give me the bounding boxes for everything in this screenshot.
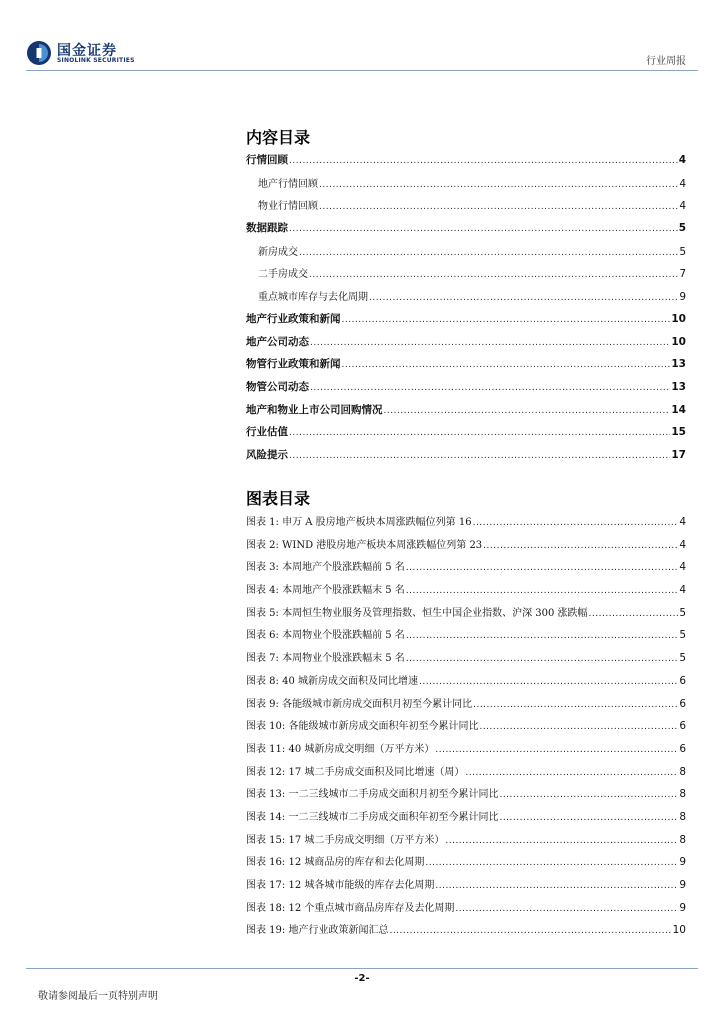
toc-entry-label: 物管公司动态 — [246, 380, 309, 393]
toc-entry-label: 数据跟踪 — [246, 222, 288, 235]
table-of-contents — [246, 152, 686, 470]
toc-entry-page: 13 — [671, 358, 686, 371]
figure-entry-page: 4 — [679, 584, 686, 597]
toc-entry[interactable] — [246, 197, 686, 220]
figure-leader-dots — [406, 563, 679, 573]
figure-entry-label: 图表 13: 一二三线城市二手房成交面积月初至今累计同比 — [246, 789, 499, 801]
figure-entry-label: 图表 6: 本周物业个股涨跌幅前 5 名 — [246, 630, 405, 642]
figure-leader-dots — [425, 858, 678, 868]
figure-entry[interactable] — [246, 763, 686, 786]
figure-entry[interactable] — [246, 513, 686, 536]
figure-entry[interactable] — [246, 536, 686, 559]
figure-leader-dots — [435, 881, 678, 891]
toc-entry-label: 物管行业政策和新闻 — [246, 358, 341, 371]
toc-entry-label: 风险提示 — [246, 448, 288, 461]
figure-entry[interactable] — [246, 740, 686, 763]
figure-entry[interactable] — [246, 581, 686, 604]
figure-entry-page: 9 — [679, 901, 686, 914]
toc-entry-page: 10 — [671, 312, 686, 325]
toc-leader-dots — [289, 224, 678, 234]
toc-entry[interactable] — [246, 311, 686, 334]
toc-entry-label: 新房成交 — [258, 246, 298, 258]
toc-leader-dots — [319, 202, 678, 212]
toc-leader-dots — [319, 180, 678, 190]
figure-entry[interactable] — [246, 899, 686, 922]
figure-entry[interactable] — [246, 853, 686, 876]
figure-entry-page: 6 — [679, 674, 686, 687]
figure-entry-label: 图表 2: WIND 港股房地产板块本周涨跌幅位列第 23 — [246, 539, 483, 551]
disclaimer-text: 敬请参阅最后一页特别声明 — [38, 991, 158, 1002]
toc-leader-dots — [289, 451, 670, 461]
toc-entry-label: 重点城市库存与去化周期 — [258, 292, 368, 304]
toc-entry[interactable] — [246, 424, 686, 447]
figure-leader-dots — [389, 926, 671, 936]
figure-leader-dots — [589, 609, 679, 619]
toc-entry-label: 地产行情回顾 — [258, 178, 318, 190]
figure-leader-dots — [479, 722, 678, 732]
figure-entry-label: 图表 5: 本周恒生物业服务及管理指数、恒生中国企业指数、沪深 300 涨跌幅 — [246, 607, 588, 619]
figure-leader-dots — [419, 677, 678, 687]
toc-entry-label: 行业估值 — [246, 426, 288, 439]
toc-entry-label: 地产和物业上市公司回购情况 — [246, 403, 383, 416]
figure-entry-page: 6 — [679, 720, 686, 733]
toc-entry-page: 13 — [671, 380, 686, 393]
report-type: 行业周报 — [646, 56, 686, 67]
toc-entry-page: 5 — [678, 222, 686, 235]
toc-entry[interactable] — [246, 243, 686, 266]
figure-leader-dots — [406, 631, 679, 641]
figure-leader-dots — [445, 836, 678, 846]
figure-entry-page: 8 — [679, 810, 686, 823]
figure-entry-label: 图表 7: 本周物业个股涨跌幅末 5 名 — [246, 653, 405, 665]
figure-entry-label: 图表 9: 各能级城市新房成交面积月初至今累计同比 — [246, 698, 473, 710]
toc-entry[interactable] — [246, 220, 686, 243]
figure-leader-dots — [499, 813, 678, 823]
toc-entry-page: 7 — [679, 268, 686, 281]
figure-entry-page: 4 — [679, 516, 686, 528]
page-header — [0, 0, 724, 75]
figure-entry[interactable] — [246, 876, 686, 899]
toc-entry-label: 物业行情回顾 — [258, 201, 318, 213]
figure-entry[interactable] — [246, 921, 686, 944]
figure-leader-dots — [435, 745, 678, 755]
figure-entry[interactable] — [246, 604, 686, 627]
figure-entry-page: 8 — [679, 788, 686, 801]
toc-leader-dots — [342, 360, 671, 370]
figure-leader-dots — [465, 768, 678, 778]
figure-entry-label: 图表 17: 12 城各城市能级的库存去化周期 — [246, 880, 435, 891]
figure-entry[interactable] — [246, 785, 686, 808]
figure-entry-page: 9 — [679, 856, 686, 869]
toc-entry-page: 4 — [678, 154, 686, 166]
toc-entry-page: 10 — [671, 335, 686, 348]
header-divider — [26, 70, 698, 71]
figure-entry-label: 图表 16: 12 城商品房的库存和去化周期 — [246, 857, 425, 869]
logo-english-text: SINOLINK SECURITIES — [57, 57, 135, 64]
toc-leader-dots — [310, 383, 670, 393]
figure-entry[interactable] — [246, 649, 686, 672]
toc-entry-label: 行情回顾 — [246, 154, 288, 166]
figure-leader-dots — [499, 790, 678, 800]
toc-entry-label: 二手房成交 — [258, 269, 308, 281]
toc-leader-dots — [310, 338, 670, 348]
figure-entry-page: 4 — [679, 561, 686, 574]
figure-entry[interactable] — [246, 695, 686, 718]
charts-toc-title: 图表目录 — [246, 489, 311, 508]
toc-leader-dots — [289, 156, 678, 166]
toc-leader-dots — [289, 428, 670, 438]
figure-entry[interactable] — [246, 558, 686, 581]
toc-entry-page: 14 — [671, 403, 686, 416]
figure-entry-page: 5 — [679, 652, 686, 665]
figure-entry-page: 9 — [679, 879, 686, 891]
toc-entry[interactable] — [246, 334, 686, 357]
toc-leader-dots — [299, 248, 678, 258]
sinolink-logo-icon — [26, 40, 52, 66]
figure-leader-dots — [455, 904, 678, 914]
figure-entry-page: 4 — [679, 538, 686, 551]
company-logo — [26, 40, 176, 68]
toc-leader-dots — [309, 270, 678, 280]
figure-entry-label: 图表 18: 12 个重点城市商品房库存及去化周期 — [246, 902, 455, 914]
toc-entry[interactable] — [246, 265, 686, 288]
toc-entry-page: 17 — [671, 448, 686, 461]
figure-leader-dots — [473, 700, 678, 710]
figure-entry-label: 图表 14: 一二三线城市二手房成交面积年初至今累计同比 — [246, 811, 499, 823]
toc-entry-label: 地产公司动态 — [246, 335, 309, 348]
figure-entry-page: 6 — [679, 697, 686, 710]
toc-entry[interactable] — [246, 152, 686, 175]
figure-leader-dots — [406, 654, 679, 664]
figure-leader-dots — [483, 541, 678, 551]
logo-chinese-text: 国金证券 — [57, 43, 117, 59]
figure-entry[interactable] — [246, 672, 686, 695]
figure-entry-page: 8 — [679, 765, 686, 778]
toc-entry[interactable] — [246, 402, 686, 425]
figure-entry-page: 10 — [672, 924, 686, 937]
toc-leader-dots — [384, 406, 671, 416]
figure-entry-page: 5 — [679, 606, 686, 619]
toc-entry[interactable] — [246, 175, 686, 198]
page-number: -2- — [354, 973, 370, 984]
toc-title: 内容目录 — [246, 128, 311, 147]
figure-entry-label: 图表 3: 本周地产个股涨跌幅前 5 名 — [246, 562, 405, 574]
toc-entry-page: 5 — [679, 245, 686, 258]
toc-leader-dots — [342, 315, 671, 325]
toc-entry-label: 地产行业政策和新闻 — [246, 312, 341, 325]
figure-entry-page: 6 — [679, 742, 686, 755]
figure-entry-page: 5 — [679, 629, 686, 642]
figure-entry-label: 图表 1: 申万 A 股房地产板块本周涨跌幅位列第 16 — [246, 517, 472, 528]
figure-entry-label: 图表 12: 17 城二手房成交面积及同比增速（周） — [246, 766, 465, 778]
toc-entry[interactable] — [246, 356, 686, 379]
figure-entry[interactable] — [246, 717, 686, 740]
figure-leader-dots — [406, 586, 679, 596]
figure-entry-label: 图表 10: 各能级城市新房成交面积年初至今累计同比 — [246, 721, 479, 733]
toc-entry[interactable] — [246, 288, 686, 311]
figure-entry[interactable] — [246, 808, 686, 831]
figure-entry[interactable] — [246, 831, 686, 854]
figure-entry-page: 8 — [679, 833, 686, 846]
figure-entry[interactable] — [246, 626, 686, 649]
toc-entry-page: 4 — [679, 177, 686, 190]
figure-entry-label: 图表 8: 40 城新房成交面积及同比增速 — [246, 675, 418, 687]
footer-divider — [26, 968, 698, 969]
figure-entry-label: 图表 4: 本周地产个股涨跌幅末 5 名 — [246, 585, 405, 597]
figure-entry-label: 图表 11: 40 城新房成交明细（万平方米） — [246, 743, 435, 755]
toc-leader-dots — [369, 293, 678, 303]
toc-entry-page: 4 — [679, 200, 686, 213]
figure-entry-label: 图表 19: 地产行业政策新闻汇总 — [246, 925, 389, 937]
list-of-figures — [246, 513, 686, 944]
toc-entry-page: 15 — [671, 426, 686, 439]
toc-entry[interactable] — [246, 379, 686, 402]
toc-entry[interactable] — [246, 447, 686, 470]
figure-leader-dots — [473, 518, 679, 528]
figure-entry-label: 图表 15: 17 城二手房成交明细（万平方米） — [246, 834, 445, 846]
toc-entry-page: 9 — [679, 291, 686, 304]
